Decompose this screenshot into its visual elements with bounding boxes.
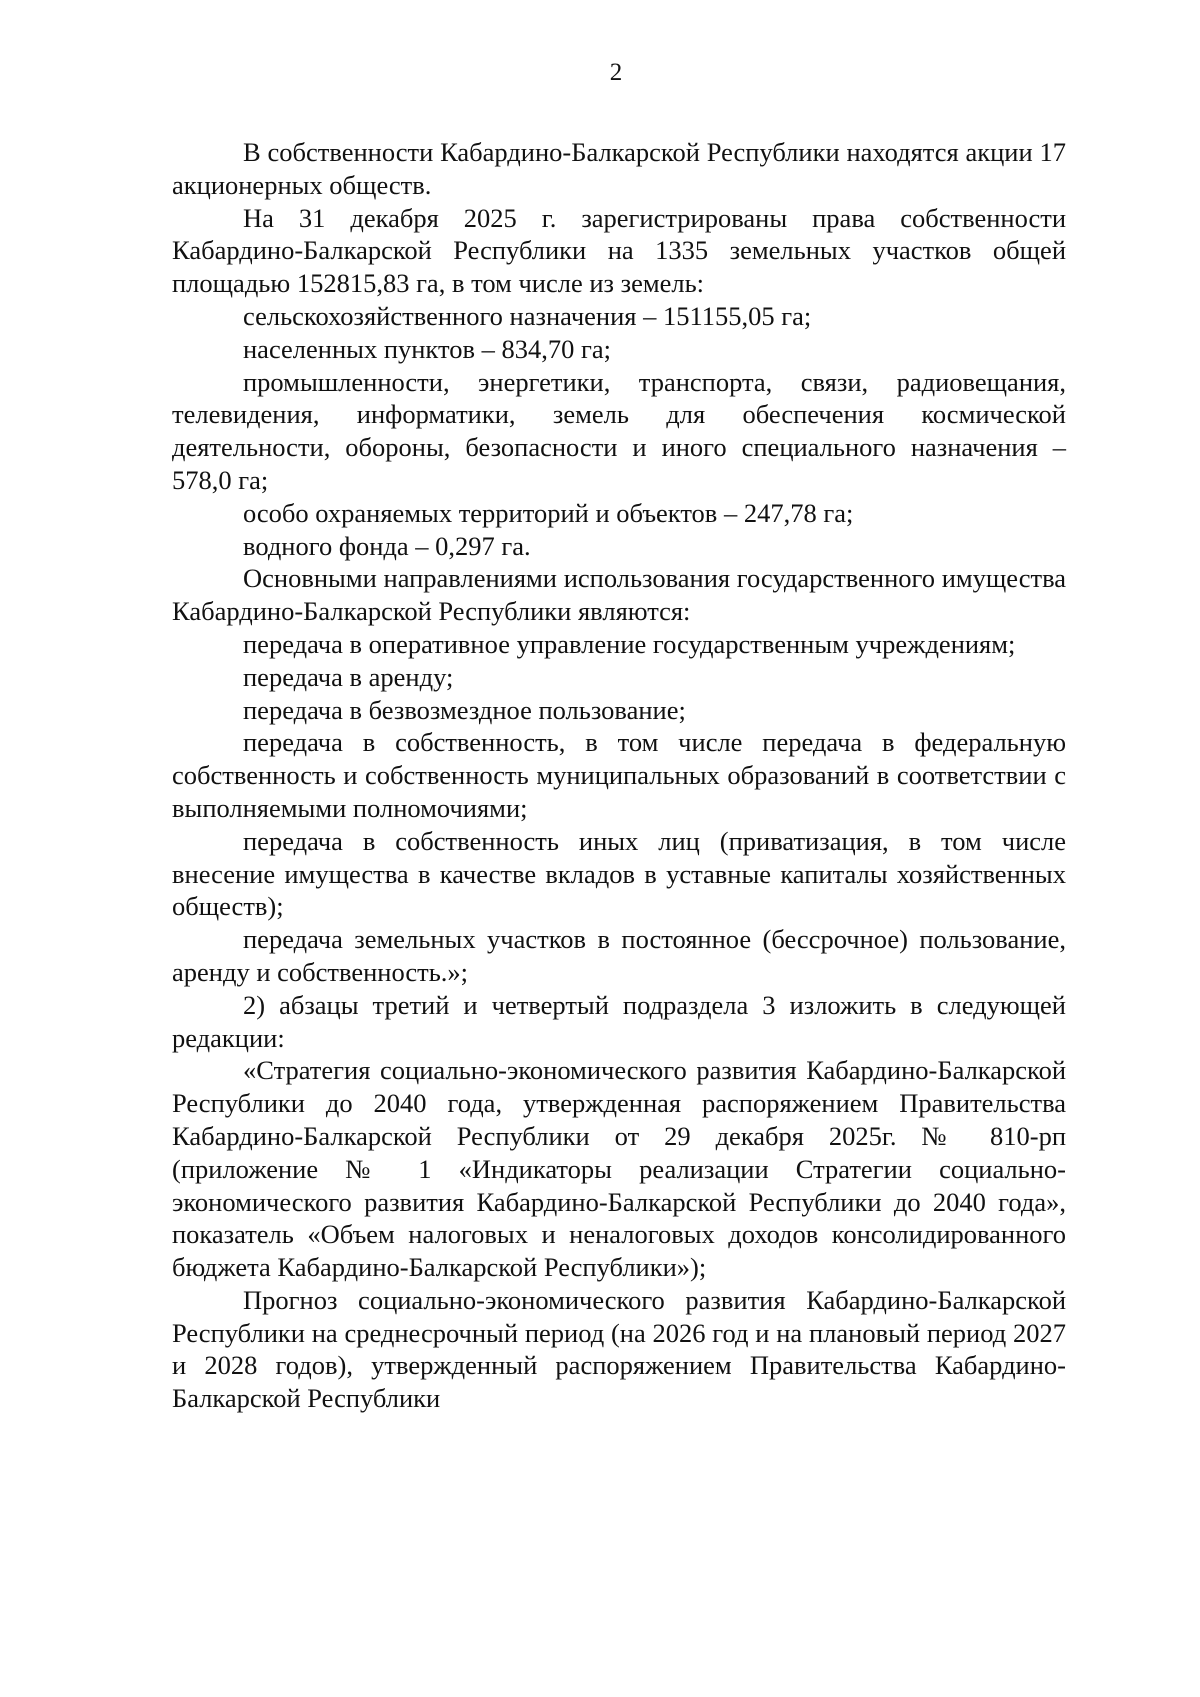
paragraph-settlement-land: населенных пунктов – 834,70 га; xyxy=(243,333,611,364)
paragraph-industrial-land: промышленности, энергетики, транспорта, связи, радиовещания, телевидения, информатики, земель для обеспечения космической деятельности, обороны, безопасности и иного специального назначения – 578,0 га; xyxy=(172,366,1066,495)
paragraph-usage-directions: Основными направлениями использования государственного имущества Кабардино-Балкарской Республики являются: xyxy=(172,563,1066,627)
paragraph-lease: передача в аренду; xyxy=(243,661,454,692)
paragraph-free-use: передача в безвозмездное пользование; xyxy=(243,694,686,725)
paragraph-strategy-2040: «Стратегия социально-экономического развития Кабардино-Балкарской Республики до 2040 года, утвержденная распоряжением Правительства Кабардино-Балкарской Республики от 29 декабря 2025г. № 810-рп (приложение № 1 «Индикаторы реализации Стратегии социально-экономического развития Кабардино-Балкарской Республики до 2040 года», показатель «Объем налоговых и неналоговых доходов консолидированного бюджета Кабардино-Балкарской Республики»); xyxy=(172,1055,1066,1283)
paragraph-land-use-transfer: передача земельных участков в постоянное (бессрочное) пользование, аренду и собственность.»; xyxy=(172,924,1066,987)
paragraph-land-plots: На 31 декабря 2025 г. зарегистрированы права собственности Кабардино-Балкарской Республики на 1335 земельных участков общей площадью 152815,83 га, в том числе из земель: xyxy=(172,202,1066,299)
page-number: 2 xyxy=(609,59,623,86)
paragraph-joint-stock-companies: В собственности Кабардино-Балкарской Республики находятся акции 17 акционерных обществ. xyxy=(172,137,1066,200)
paragraph-privatization: передача в собственность иных лиц (приватизация, в том числе внесение имущества в качестве вкладов в уставные капиталы хозяйственных обществ); xyxy=(172,825,1066,922)
paragraph-water-fund-land: водного фонда – 0,297 га. xyxy=(243,530,531,561)
document-body xyxy=(172,136,1066,1415)
paragraph-agricultural-land: сельскохозяйственного назначения – 151155,05 га; xyxy=(243,300,812,331)
paragraph-transfer-ownership: передача в собственность, в том числе передача в федеральную собственность и собственность муниципальных образований в соответствии с выполняемыми полномочиями; xyxy=(172,727,1066,823)
paragraph-operational-management: передача в оперативное управление государственным учреждениям; xyxy=(243,628,1016,659)
paragraph-protected-land: особо охраняемых территорий и объектов – 247,78 га; xyxy=(243,497,854,528)
paragraph-forecast: Прогноз социально-экономического развития Кабардино-Балкарской Республики на среднесрочный период (на 2026 год и на плановый период 2027 и 2028 годов), утвержденный распоряжением Правительства Кабардино-Балкарской Республики xyxy=(172,1284,1066,1414)
paragraph-amendment-item-2: 2) абзацы третий и четвертый подраздела 3 изложить в следующей редакции: xyxy=(172,989,1066,1053)
